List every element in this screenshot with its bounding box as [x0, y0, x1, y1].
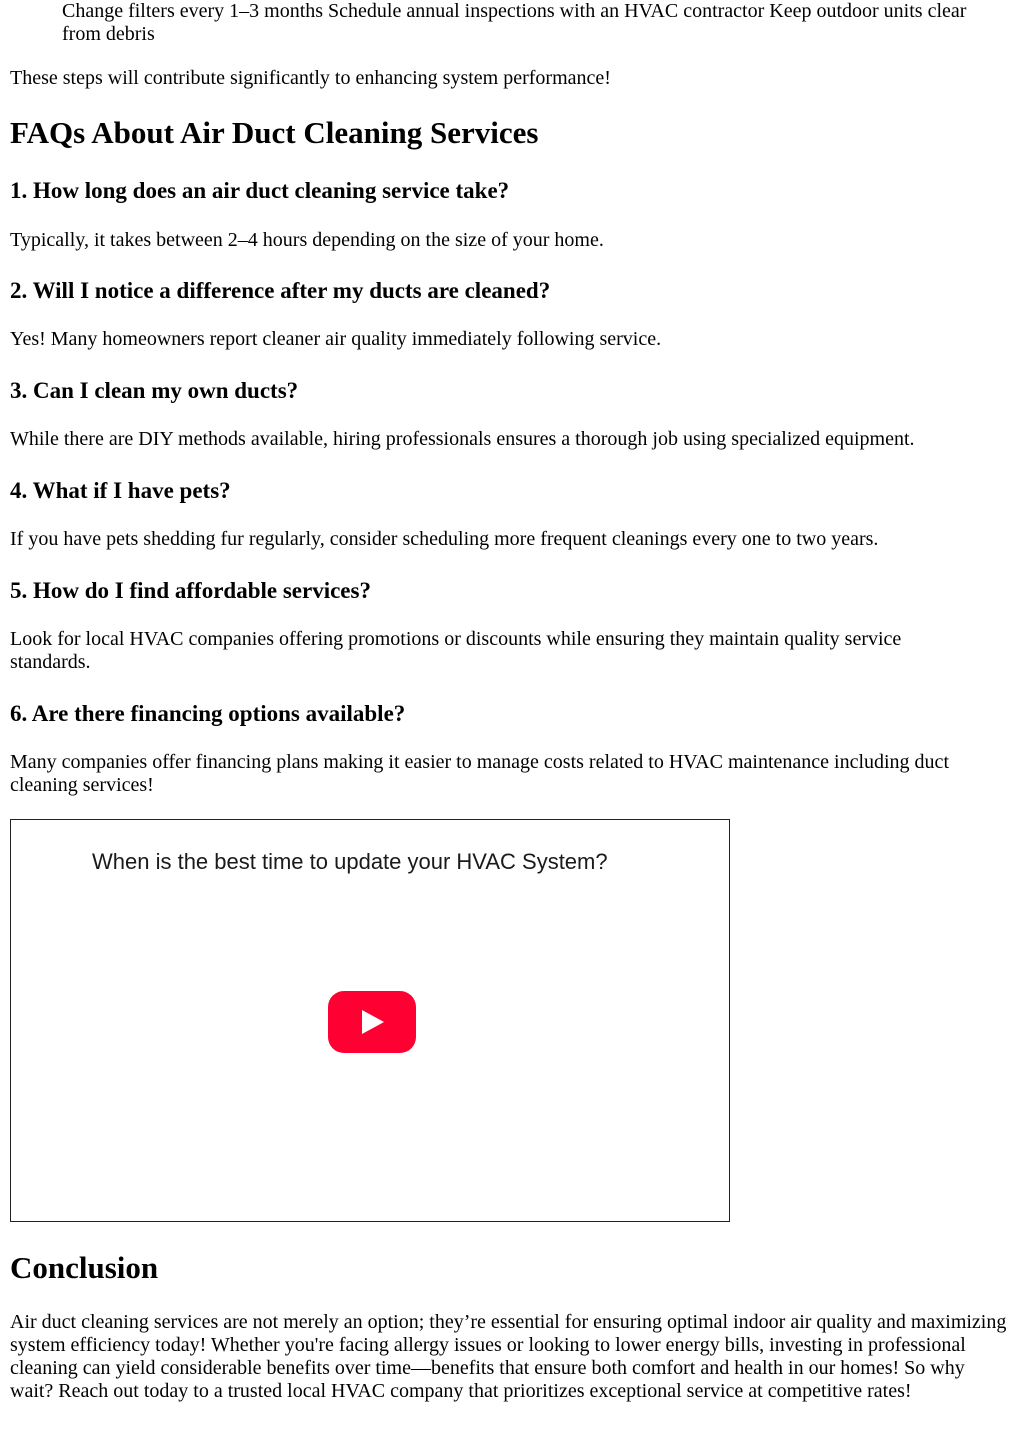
faq-answer-6: Many companies offer financing plans making it easier to manage costs related to HVAC maintenance including duct cleaning services!	[10, 751, 949, 796]
tips-closing-text: These steps will contribute significantly to enhancing system performance!	[10, 67, 611, 89]
faq-answer-1: Typically, it takes between 2–4 hours depending on the size of your home.	[10, 229, 604, 251]
play-icon	[362, 1010, 384, 1034]
play-button[interactable]	[328, 991, 416, 1053]
faq-heading: FAQs About Air Duct Cleaning Services	[10, 115, 539, 150]
faq-question-5: 5. How do I find affordable services?	[10, 578, 371, 603]
faq-answer-5: Look for local HVAC companies offering promotions or discounts while ensuring they maintain quality service standards.	[10, 628, 902, 673]
conclusion-heading: Conclusion	[10, 1250, 159, 1285]
faq-answer-2: Yes! Many homeowners report cleaner air quality immediately following service.	[10, 328, 662, 350]
faq-question-2: 2. Will I notice a difference after my ducts are cleaned?	[10, 278, 551, 303]
conclusion-body: Air duct cleaning services are not merely an option; they’re essential for ensuring optimal indoor air quality and maximizing system efficiency today! Whether you're facing allergy issues or looking to lower energy bills, investing in professional cleaning can yield considerable benefits over time—benefits that ensure both comfort and health in our homes! So why wait? Reach out today to a trusted local HVAC company that prioritizes exceptional service at competitive rates!	[10, 1311, 1007, 1402]
faq-answer-4: If you have pets shedding fur regularly, consider scheduling more frequent cleanings every one to two years.	[10, 528, 879, 550]
maintenance-tips: Change filters every 1–3 months Schedule annual inspections with an HVAC contractor Keep outdoor units clear from debris	[62, 0, 967, 45]
video-title[interactable]: When is the best time to update your HVAC System?	[92, 849, 608, 874]
faq-question-4: 4. What if I have pets?	[10, 478, 231, 503]
faq-question-1: 1. How long does an air duct cleaning service take?	[10, 178, 510, 203]
faq-question-6: 6. Are there financing options available?	[10, 701, 406, 726]
faq-question-3: 3. Can I clean my own ducts?	[10, 378, 299, 403]
faq-answer-3: While there are DIY methods available, hiring professionals ensures a thorough job using specialized equipment.	[10, 428, 915, 450]
video-embed[interactable]	[10, 819, 730, 1222]
